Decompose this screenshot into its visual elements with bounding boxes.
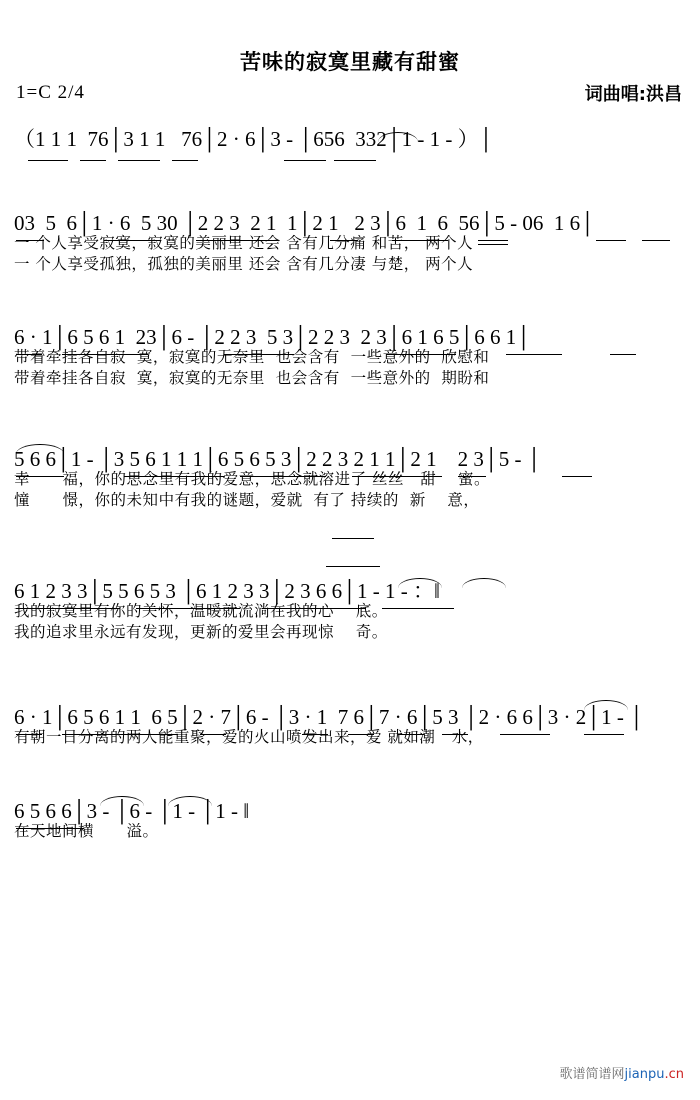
notes-line: 6 · 1│6 5 6 1 23│6 - │2 2 3 5 3│2 2 3 2 3│6 1 6 5│6 6 1│ <box>14 325 532 349</box>
page-title: 苦味的寂寞里藏有甜蜜 <box>240 50 460 74</box>
slur-arc <box>168 796 212 806</box>
beam-underline <box>224 354 294 355</box>
notes-line: 5 6 6│1 - │3 5 6 1 1 1│6 5 6 5 3│2 2 3 2 1 1│2 1 2 3│5 - │ <box>14 447 542 471</box>
lyric-line-1: 有朝一日分离的两人能重聚，爱的火山喷发出来，爱 就如潮 水， <box>14 728 484 747</box>
notes-line: （1 1 1 76│3 1 1 76│2 · 6│3 - │656 332│1 - 1 - ）│ <box>14 127 494 151</box>
beam-underline <box>240 476 326 477</box>
lyric-line-1: 在天地间横 溢。 <box>14 822 159 841</box>
beam-underline <box>118 160 160 161</box>
beam-underline <box>386 354 456 355</box>
beam-underline <box>330 240 358 241</box>
beam-underline <box>16 476 64 477</box>
music-system-4 <box>0 580 700 643</box>
beam-underline <box>352 476 442 477</box>
music-system-2 <box>0 326 700 389</box>
beam-underline <box>584 734 624 735</box>
notes-line: 6 1 2 3 3│5 5 6 5 3 │6 1 2 3 3│2 3 6 6│1 - 1 - ：‖ <box>14 579 440 603</box>
beam-underline <box>80 160 106 161</box>
beam-underline <box>200 734 226 735</box>
lyric-line-1: 一 个人享受寂寞，寂寞的美丽里 还会 含有几分痛 和苦， 两个人 <box>14 234 474 253</box>
beam-underline <box>124 476 224 477</box>
beam-underline <box>16 734 42 735</box>
lyric-underline <box>332 538 374 539</box>
lyric-line-1: 我的寂寞里有你的关怀，温暖就流淌在我的心 底。 <box>14 602 388 621</box>
lyric-line-1: 幸 福，你的思念里有我的爱意，思念就溶进了 丝丝 甜 蜜。 <box>14 470 490 489</box>
credits: 词曲唱:洪昌 <box>584 84 682 105</box>
beam-underline <box>478 240 508 241</box>
beam-underline <box>458 476 486 477</box>
beam-underline <box>16 240 44 241</box>
beam-underline <box>596 240 626 241</box>
music-system-6 <box>0 800 700 841</box>
beam-underline <box>478 244 508 245</box>
beam-underline <box>16 608 120 609</box>
beam-underline <box>136 608 240 609</box>
beam-underline <box>62 734 178 735</box>
music-system-3 <box>0 448 700 511</box>
beam-underline <box>104 240 160 241</box>
beam-underline <box>506 354 562 355</box>
key-signature: 1=C 2/4 <box>16 82 85 103</box>
slur-arc <box>584 700 628 710</box>
beam-underline <box>196 240 278 241</box>
lyric-line-2: 一 个人享受孤独，孤独的美丽里 还会 含有几分凄 与楚， 两个人 <box>14 255 474 274</box>
beam-underline <box>500 734 550 735</box>
beam-underline <box>302 734 328 735</box>
watermark-cn: 歌谱简谱网 <box>559 1067 625 1082</box>
beam-underline <box>398 734 424 735</box>
beam-underline <box>28 160 68 161</box>
music-system-5 <box>0 706 700 747</box>
beam-underline <box>562 476 592 477</box>
notes-line: 6 5 6 6│3 - │6 - │1 - │1 - ‖ <box>14 799 250 823</box>
beam-underline <box>642 240 670 241</box>
notes-line: 03 5 6│1 · 6 5 30 │2 2 3 2 1 1│2 1 2 3│6 1 6 56│5 - 06 1 6│ <box>14 211 596 235</box>
beam-underline <box>16 828 84 829</box>
beam-underline <box>382 608 454 609</box>
lyric-line-1: 带着牵挂各自寂 寞，寂寞的无奈里 也会含有 一些意外的 欣慰和 <box>14 348 490 367</box>
beam-underline <box>442 734 468 735</box>
slur-arc <box>16 444 64 454</box>
notes-line: 6 · 1│6 5 6 1 1 6 5│2 · 7│6 - │3 · 1 7 6│7 · 6│5 3 │2 · 6 6│3 · 2│1 - │ <box>14 705 644 729</box>
beam-underline <box>262 608 366 609</box>
beam-underline <box>16 354 42 355</box>
lyric-line-2: 憧 憬，你的未知中有我的谜题，爱就 有了 持续的 新 意， <box>14 491 480 510</box>
beam-underline <box>284 160 326 161</box>
beam-underline <box>610 354 636 355</box>
lyric-underline <box>326 566 380 567</box>
beam-underline <box>62 354 148 355</box>
beam-underline <box>392 240 448 241</box>
beam-underline <box>348 734 374 735</box>
slur-arc <box>100 796 144 806</box>
beam-underline <box>172 160 198 161</box>
lyric-line-2: 我的追求里永远有发现，更新的爱里会再现惊 奇。 <box>14 623 388 642</box>
watermark-tld: .cn <box>664 1067 684 1082</box>
music-system-1 <box>0 212 700 275</box>
lyric-line-2: 带着牵挂各自寂 寞，寂寞的无奈里 也会含有 一些意外的 期盼和 <box>14 369 490 388</box>
watermark <box>560 1063 684 1082</box>
music-system-intro <box>0 128 700 150</box>
watermark-en: jianpu <box>624 1067 665 1082</box>
beam-underline <box>334 160 376 161</box>
